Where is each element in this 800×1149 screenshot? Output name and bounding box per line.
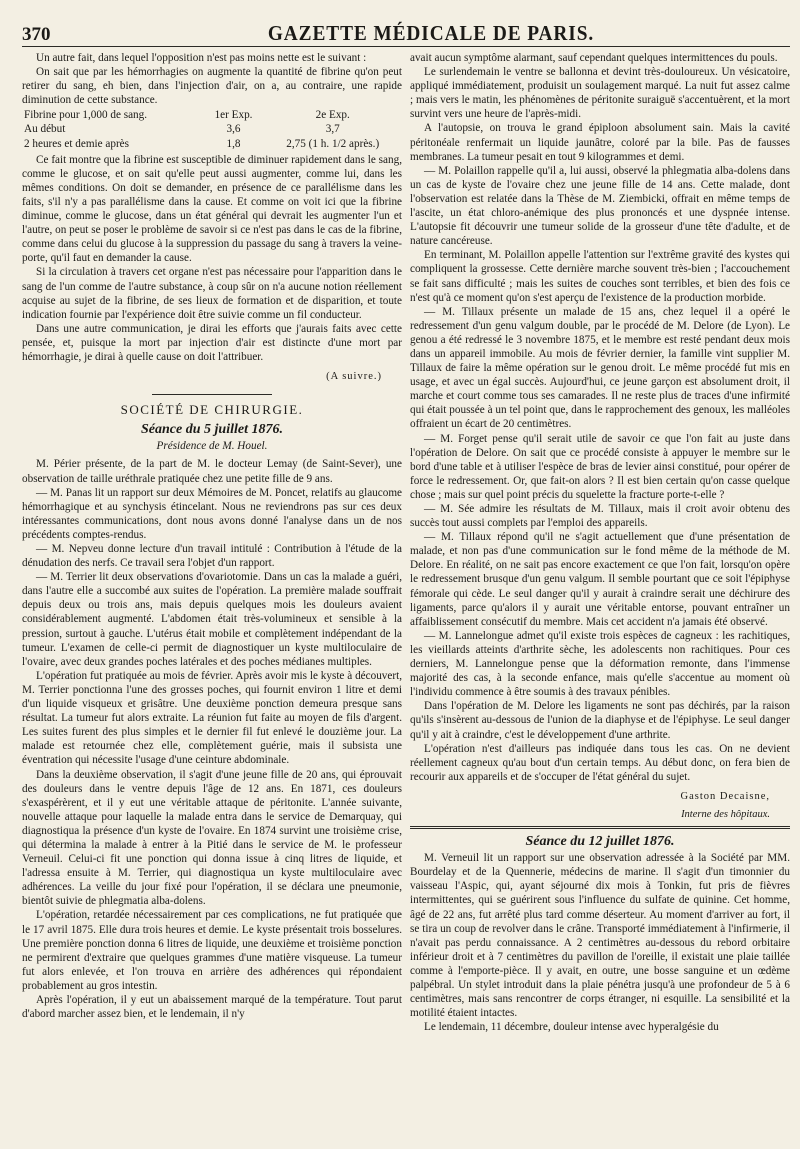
paragraph: L'opération n'est d'ailleurs pas indiquée dans tous les cas. On ne devient réellement cagneux qu'au bout d'un certain temps. Au début donc, on fera bien de recourir aux appareils et de s'occuper de l'état général du sujet.: [410, 742, 790, 783]
paragraph: En terminant, M. Polaillon appelle l'attention sur l'extrême gravité des kystes qui compliquent la grossesse. Cette dernière marche souvent très-bien ; l'accouchement se fait sans difficulté ; mais les suites de couches sont terribles, et bien des fois ce n'est qu'à ce moment qu'on s'est aperçu de l'existence de la production morbide.: [410, 249, 790, 304]
paragraph: Ce fait montre que la fibrine est susceptible de diminuer rapidement dans le sang, comme le glucose, et on sait qu'elle peut aussi augmenter, comme lui, dans les mêmes conditions. On doit se demander, en présence de ce parallélisme dans les faits, s'il n'y a pas parallélisme dans la cause. Et comme on voit ici que la fibrine diminue, comme le glucose, dans un état général qui devrait les augmenter l'un et l'autre, on peut se poser le problème de savoir si ce n'est pas dans le cas de la fibrine, comme dans celui du glucose à la suppression du passage du sang à travers la veine-porte, qu'il faut en demander la cause.: [22, 153, 402, 265]
session-title: Séance du 5 juillet 1876.: [141, 422, 283, 438]
paragraph: Le surlendemain le ventre se ballonna et devint très-douloureux. Un vésicatoire, appliqué immédiatement, produisit un soulagement marqué. La nuit fut assez calme ; mais vers le matin, les phénomènes de péritonite suraiguë s'accentuèrent, et la mort survint vers une heure de l'après-midi.: [410, 66, 790, 121]
paragraph: On sait que par les hémorrhagies on augmente la quantité de fibrine qu'on peut retirer du sang, eh bien, dans l'injection d'air, on a, au contraire, une rapide diminution de cette substance.: [22, 66, 402, 107]
author-role: Interne des hôpitaux.: [681, 808, 770, 820]
president-line: Présidence de M. Houel.: [156, 440, 268, 453]
paragraph: L'opération fut pratiquée au mois de février. Après avoir mis le kyste à découvert, M. Terrier ponctionna l'une des grosses poches, qui fournit environ 1 litre et demi d'un liquide visqueux et grisâtre. Une deuxième ponction demeura presque sans résultat. La tumeur fut alors extraite. La réunion fut faite au moyen de fils d'argent. Les suites furent des plus simples et le dernier fil fut enlevé le douzième jour. La malade est retournée chez elle, complètement guérie, mais il subsista une éventration qui nécessite l'usage d'une ceinture abdominale.: [22, 669, 402, 767]
table-row: [22, 137, 402, 151]
paragraph: Après l'opération, il y eut un abaissement marqué de la température. Tout parut d'abord marcher assez bien, et le lendemain, il n'y: [22, 994, 402, 1021]
fibrin-table: [22, 108, 402, 150]
right-column: [410, 51, 790, 1143]
divider: [410, 826, 790, 829]
left-column: [22, 51, 402, 1143]
paragraph: Le lendemain, 11 décembre, douleur intense avec hyperalgésie du: [424, 1021, 719, 1034]
table-cell: 2e Exp.: [315, 109, 350, 122]
divider: [152, 394, 272, 395]
page-number: 370: [22, 24, 51, 45]
session-title: Séance du 12 juillet 1876.: [525, 834, 675, 850]
paragraph: — M. Forget pense qu'il serait utile de savoir ce que l'on fait au juste dans l'opération de Delore. On sait que ce procédé consiste à appuyer le membre sur le bord d'une table et à utiliser l'espèce de bras de levier ainsi constitué, pour opérer de force le redressement. Or, que fait-on alors ? Il est bien certain qu'on casse quelque chose ; mais sur quel point précis du squelette la fracture porte-t-elle ?: [410, 432, 790, 501]
table-cell: 1,8: [226, 137, 241, 150]
paragraph: avait aucun symptôme alarmant, sauf cependant quelques intermittences du pouls.: [410, 52, 778, 64]
paragraph: Dans une autre communication, je dirai les efforts que j'aurais faits avec cette pensée, et, puisque la mort par injection d'air est distincte d'une mort par hémorrhagie, je dirai à quelle cause on doit l'attribuer.: [22, 322, 402, 363]
text-columns: [22, 51, 790, 1143]
table-cell: Au début: [24, 123, 66, 136]
table-row: [22, 108, 402, 122]
table-cell: 3,6: [226, 123, 241, 136]
paragraph: — M. Tillaux répond qu'il ne s'agit actuellement que d'une présentation de malade, et non pas d'une communication sur le fond même de la méthode de M. Delore. En réalité, on ne sait pas encore exactement ce que l'on fait, lorsqu'on opère le redressement brusque d'un genu valgum. Il semble pourtant que ce soit l'épiphyse fémorale qui cède. Le seul danger qu'il y aurait à craindre serait une déchirure des ligaments, parce qu'alors il y aurait une véritable entorse, pouvant entraîner un affaiblissement consécutif du membre. Mais cet accident n'a jamais été observé.: [410, 531, 790, 628]
paragraph: — M. Nepveu donne lecture d'un travail intitulé : Contribution à l'étude de la dénudation des nerfs. Ce travail sera l'objet d'un rapport.: [22, 543, 402, 570]
paragraph: A l'autopsie, on trouva le grand épiploon absolument sain. Mais la cavité péritonéale renfermait un liquide jaunâtre, coloré par la bile. Pas de fausses membranes. La tumeur pesait en tout 9 kilogrammes et demi.: [410, 122, 790, 163]
table-row: [22, 122, 402, 136]
table-cell: Fibrine pour 1,000 de sang.: [24, 109, 148, 122]
paragraph: Dans l'opération de M. Delore les ligaments ne sont pas déchirés, par la raison qu'ils s'insèrent au-dessous de l'union de la diaphyse et de l'épiphyse. Le seul danger qu'il y ait à craindre, c'est le développement d'une arthrite.: [410, 700, 790, 741]
paragraph: M. Verneuil lit un rapport sur une observation adressée à la Société par MM. Bourdelay et de la Quennerie, médecins de marine. Il s'agit d'un timonnier du vaisseau l'Aspic, qui, ayant séjourné dix mois à Tonkin, fut pris de fièvres intermittentes, qui se guérirent sous l'influence du sulfate de quinine. Cet homme, âgé de 22 ans, fut arrêté plus tard comme déserteur. Au moment d'arriver au fort, il se tira un coup de revolver dans le crâne. Transporté immédiatement à l'infirmerie, il n'avait pas perdu connaissance. A 2 centimètres au-dessous du rebord orbitaire inférieur droit et à 7 centimètres du pavillon de l'oreille, il existait une plaie taillée comme à l'emporte-pièce. Il y avait, en outre, une bosse sanguine et un œdème palpébral. Un stylet introduit dans la plaie pénétra jusqu'à une profondeur de 5 à 6 centimètres, mais sans rencontrer de corps étranger, ni esquille. La sensibilité et la motilité étaient intactes.: [410, 852, 790, 1020]
table-cell: 2 heures et demie après: [24, 137, 129, 150]
author-signature: Gaston Decaisne,: [680, 790, 770, 802]
paragraph: — M. Tillaux présente un malade de 15 ans, chez lequel il a opéré le redressement d'un genu valgum double, par le procédé de M. Delore (de Lyon). Le genou a été redressé le 3 novembre 1875, et le membre est resté pendant deux mois dans un appareil immobile. Au mois de février dernier, la famille vint supplier M. Tillaux de faire la même opération sur le genou droit. Le même procédé fut mis en usage, et avec un égal succès. Aujourd'hui, ce jeune garçon est absolument droit, il marche et court comme tous ses camarades. Il ne reste plus de traces d'une infirmité qui était poussée à un tel point que, dans le rapprochement des genoux, les malléoles offraient un écart de 20 centimètres.: [410, 305, 790, 431]
journal-title: GAZETTE MÉDICALE DE PARIS.: [267, 21, 595, 45]
table-cell: 1er Exp.: [214, 109, 253, 122]
paragraph: L'opération, retardée nécessairement par ces complications, ne fut pratiquée que le 17 avril 1875. Elle dura trois heures et demie. Le kyste présentait trois bosselures. Une première ponction donna 6 litres de liquide, une deuxième et troisième ponction ne permirent d'extraire que quelques grammes d'une matière visqueuse. La tumeur fut alors enlevée, et l'on trouva en arrière des adhérences qui répondaient probablement au gros intestin.: [22, 909, 402, 992]
paragraph: Dans la deuxième observation, il s'agit d'une jeune fille de 20 ans, qui éprouvait des douleurs dans le ventre depuis l'âge de 12 ans. En 1871, ces douleurs s'exaspérèrent, et il y eut une véritable attaque de péritonite. L'année suivante, nouvelle attaque pour laquelle la malade entra dans le service de Demarquay, qui diagnostiqua la présence d'un kyste de l'ovaire. En 1874 survint une troisième crise, qui détermina la malade à entrer à la Pitié dans le service de M. le professeur Verneuil. Celui-ci fit une ponction qui donna issue à cinq litres de liquide, et l'adressa ensuite à M. Terrier, qui diagnostiqua un kyste multiloculaire avec adhérences. La veille du jour fixé pour l'opération, il se déclara une pneumonie, bientôt suivie de phlegmatia alba-dolens.: [22, 768, 402, 908]
paragraph: Si la circulation à travers cet organe n'est pas nécessaire pour l'apparition dans le sang de l'un comme de l'autre substance, à coup sûr on n'a aucune notion réellement acquise au sujet de la fibrine, de ses lieux de formation et de disparition, et toute indication fournie par l'expérience doit être suivie comme un fil conducteur.: [22, 266, 402, 321]
to-be-continued: (A suivre.): [326, 371, 382, 383]
paragraph: Un autre fait, dans lequel l'opposition n'est pas moins nette est le suivant :: [36, 52, 367, 64]
paragraph: — M. Sée admire les résultats de M. Tillaux, mais il croit avoir obtenu des succès tout aussi complets par l'emploi des appareils.: [410, 503, 790, 530]
section-title: SOCIÉTÉ DE CHIRURGIE.: [120, 402, 304, 418]
paragraph: — M. Panas lit un rapport sur deux Mémoires de M. Poncet, relatifs au glaucome hémorrhagique et au synchysis étincelant. Nous ne reviendrons pas sur ces deux intéressantes communications, dont nous avons donné l'analyse dans un de nos précédents comptes-rendus.: [22, 486, 402, 541]
running-head: [22, 6, 790, 47]
paragraph: — M. Lannelongue admet qu'il existe trois espèces de cagneux : les rachitiques, les vieillards atteints d'arthrite sèche, les adolescents non rachitiques. Pour ces derniers, M. Lannelongue pense que la déformation remonte, dans l'immense majorité des cas, à la seconde enfance, mais qu'elle s'accentue au moment où l'individu commence à être soumis à des travaux pénibles.: [410, 629, 790, 699]
table-cell: 2,75 (1 h. 1/2 après.): [286, 137, 380, 150]
table-cell: 3,7: [325, 123, 340, 136]
paragraph: M. Périer présente, de la part de M. le docteur Lemay (de Saint-Sever), une observation de taille uréthrale pratiquée chez une petite fille de 9 ans.: [22, 458, 402, 485]
paragraph: — M. Polaillon rappelle qu'il a, lui aussi, observé la phlegmatia alba-dolens dans un cas de kyste de l'ovaire chez une jeune fille de 14 ans. Cette malade, dont l'observation est relatée dans la Thèse de M. Ziembicki, offrait en même temps de l'ascite, un état chloro-anémique des plus prononcés et une dyspnée intense. L'autopsie fit découvrir une tumeur solide de la grosseur d'une tête d'adulte, et de nature cancéreuse.: [410, 164, 790, 248]
paragraph: — M. Terrier lit deux observations d'ovariotomie. Dans un cas la malade a guéri, dans l'autre elle a succombé aux suites de l'opération. La première malade souffrait depuis deux ou trois ans, mais depuis quelques mois les douleurs avaient considérablement augmenté. L'abdomen était très-volumineux et sensible à la pression, surtout à gauche. L'utérus était mobile et complètement indépendant de la tumeur. L'examen de celle-ci permit de diagnostiquer un kyste multiloculaire de l'ovaire, avec deux grandes poches latérales et des poches médianes multiples.: [22, 571, 402, 668]
